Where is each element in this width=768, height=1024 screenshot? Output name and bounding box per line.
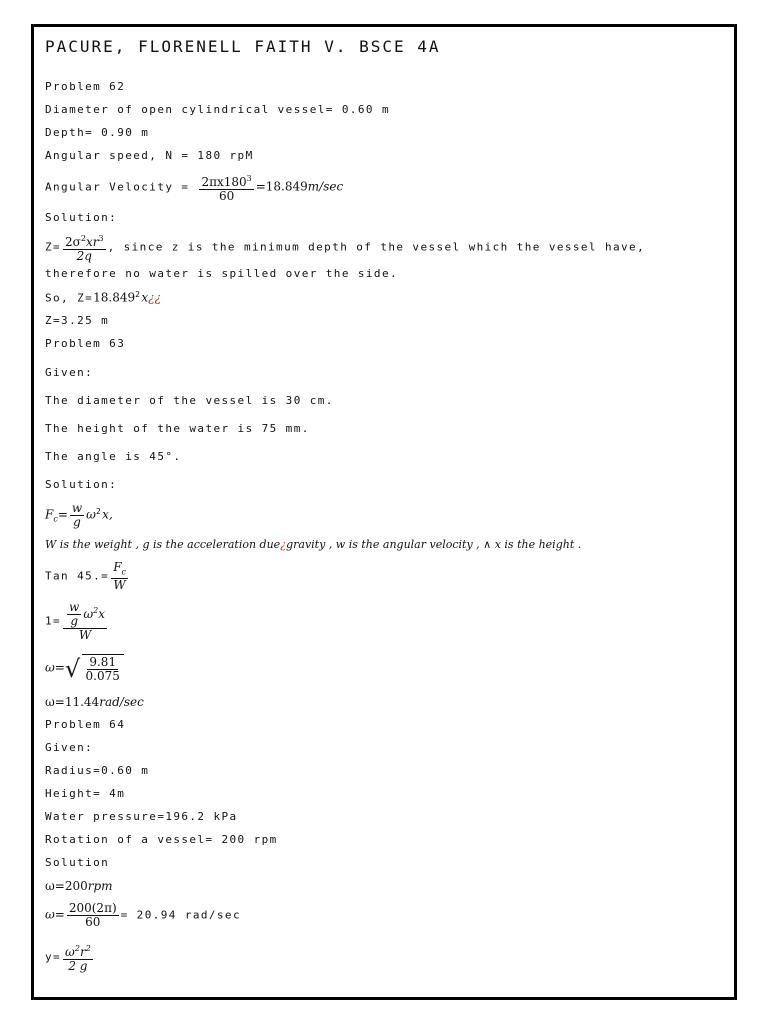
tan-den: W: [113, 578, 126, 593]
omega2-prefix: ω=: [45, 907, 65, 922]
fc-lhs: F: [45, 507, 54, 522]
p64-solution-label: Solution: [45, 856, 110, 869]
p63-height: The height of the water is 75 mm.: [45, 422, 310, 435]
fc-den: g: [73, 515, 81, 529]
fc-omega: ω: [86, 507, 96, 522]
fc-sub: c: [53, 514, 58, 524]
p64-y-equation: [45, 942, 95, 973]
z-num: 2σ: [65, 235, 81, 249]
omega-unit: rad/sec: [99, 695, 144, 709]
one-inner-num: w: [69, 600, 80, 614]
z-num-mid: xr: [85, 235, 99, 249]
p62-depth: Depth= 0.90 m: [45, 126, 150, 139]
so-sup: 2: [135, 290, 142, 299]
desc-red: ¿: [280, 538, 287, 551]
so-x: x: [141, 290, 149, 305]
p63-diameter: The diameter of the vessel is 30 cm.: [45, 394, 334, 407]
sqrt-symbol: √ $\frac{9.81}{0.075}$: [65, 654, 124, 683]
z-fraction: [63, 232, 106, 263]
tan-num: F: [113, 560, 122, 574]
p63-omega-result: [45, 695, 144, 709]
omega2-num: 200(2π): [68, 901, 117, 915]
one-sup: 2: [93, 606, 99, 615]
p64-height: Height= 4m: [45, 787, 126, 800]
z-prefix: Z=: [45, 240, 62, 254]
p62-solution-label: Solution:: [45, 211, 118, 224]
p64-radius: Radius=0.60 m: [45, 764, 150, 777]
one-omega: ω: [83, 607, 94, 621]
velocity-unit: m/sec: [307, 179, 344, 194]
omega2-result: = 20.94 rad/sec: [120, 908, 241, 922]
p64-given-label: Given:: [45, 741, 94, 754]
document-title: PACURE, FLORENELL FAITH V. BSCE 4A: [45, 37, 441, 56]
omega-fraction: [84, 656, 122, 683]
p63-tan-equation: [45, 561, 130, 592]
y-num-sup2: 2: [85, 944, 91, 953]
p63-solution-label: Solution:: [45, 478, 118, 491]
velocity-num: 2πx180: [201, 175, 247, 189]
p64-pressure: Water pressure=196.2 kPa: [45, 810, 238, 823]
omega-rpm-value: ω=200: [45, 879, 88, 893]
problem-63-heading: Problem 63: [45, 337, 126, 350]
desc-pre: W is the weight , g is the acceleration due: [45, 538, 281, 551]
p63-omega-sqrt-equation: [45, 654, 124, 683]
one-den: W: [78, 628, 92, 642]
z-num-sup2: 3: [98, 234, 104, 243]
p62-z-equation: [45, 232, 720, 285]
p62-velocity-equation: [45, 172, 343, 203]
y-num-b: r: [79, 945, 86, 959]
p64-omega-rpm: [45, 879, 113, 893]
z-explanation: , since z is the minimum depth of the vessel which the vessel have, therefore no water is spilled over the side.: [45, 240, 646, 280]
p62-speed: Angular speed, N = 180 rpM: [45, 149, 254, 162]
one-x: x: [98, 607, 105, 621]
p63-angle: The angle is 45°.: [45, 450, 182, 463]
p62-diameter: Diameter of open cylindrical vessel= 0.60 m: [45, 103, 390, 116]
velocity-num-sup: 3: [246, 174, 252, 183]
y-num-a: ω: [65, 945, 75, 959]
p64-omega-equation: [45, 902, 241, 929]
one-inner-den: g: [70, 614, 79, 628]
y-prefix: y=: [45, 950, 62, 964]
so-prefix: So, Z=: [45, 291, 94, 305]
p63-variable-description: [45, 538, 581, 551]
one-prefix: 1=: [45, 614, 62, 628]
omega2-den: 60: [85, 915, 101, 929]
tan-num-sub: c: [121, 567, 126, 577]
omega-num: 9.81: [89, 655, 117, 669]
fc-eq: =: [57, 507, 68, 522]
fc-num: w: [71, 501, 83, 515]
velocity-den: 60: [218, 189, 235, 203]
omega2-fraction: [67, 902, 119, 929]
omega-prefix: ω=: [45, 660, 65, 675]
velocity-label: Angular Velocity =: [45, 180, 190, 194]
page-frame: [31, 24, 737, 1000]
so-red-glyphs: ¿¿: [148, 290, 162, 305]
fc-tail: x,: [102, 507, 113, 522]
so-value: 18.849: [93, 290, 136, 305]
y-num-sup1: 2: [74, 944, 80, 953]
fc-fraction: [70, 502, 84, 529]
problem-62-heading: Problem 62: [45, 80, 126, 93]
one-fraction: [63, 601, 107, 642]
velocity-fraction: [199, 172, 253, 203]
p62-z-result: Z=3.25 m: [45, 314, 110, 327]
z-num-sup1: 2: [80, 234, 86, 243]
z-den: 2q: [76, 249, 92, 263]
omega-rpm-unit: rpm: [87, 879, 113, 893]
p62-so-line: [45, 290, 161, 305]
omega-result: ω=11.44: [45, 695, 100, 709]
fc-sup: 2: [95, 506, 103, 516]
p64-rotation: Rotation of a vessel= 200 rpm: [45, 833, 278, 846]
tan-fraction: [111, 561, 128, 592]
p63-fc-equation: [45, 502, 113, 529]
p63-one-equation: [45, 601, 109, 642]
tan-prefix: Tan 45.=: [45, 569, 110, 583]
omega-den: 0.075: [85, 669, 120, 683]
velocity-result: =18.849: [255, 179, 308, 194]
desc-post: gravity , w is the angular velocity , ∧ x is the height .: [286, 538, 582, 551]
y-fraction: [63, 942, 93, 973]
p63-given-label: Given:: [45, 366, 94, 379]
problem-64-heading: Problem 64: [45, 718, 126, 731]
one-inner-fraction: [67, 601, 81, 628]
y-den: 2 g: [68, 959, 88, 973]
